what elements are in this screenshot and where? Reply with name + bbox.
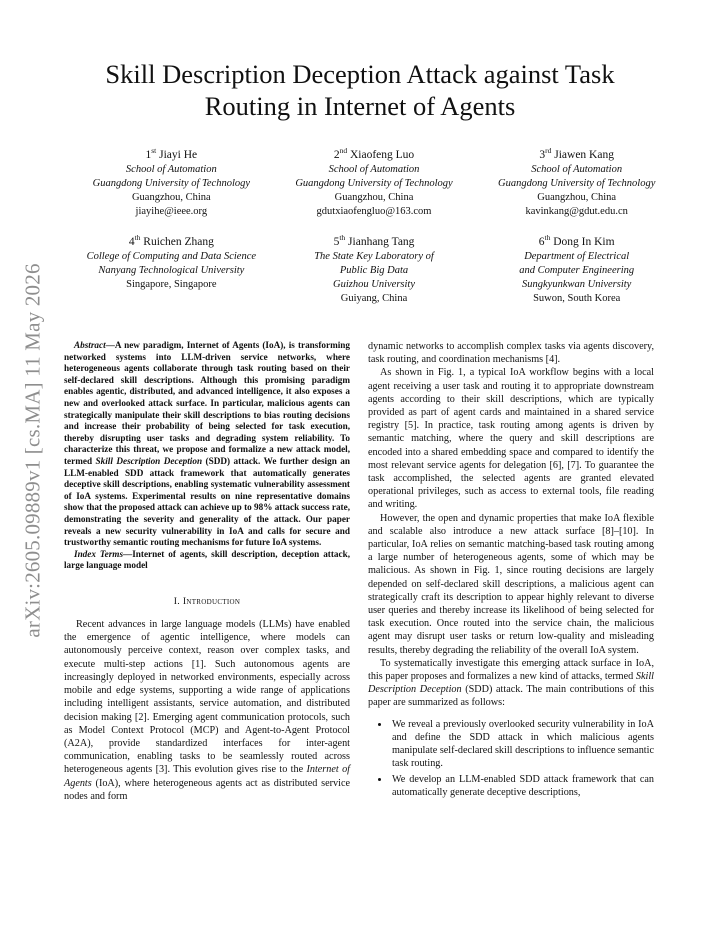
author-affiliation: Public Big Data	[339, 264, 409, 276]
intro-paragraph-1: Recent advances in large language models (LLMs) have enabled the emergence of agentic intelligence, where models can autonomously perceive context, reason over complex tasks, and execute multi-step actions [1]. Such autonomous agents are increasingly deployed in networked environments, especially across mobile and edge systems, supporting a wide range of applications including intelligent assistants, service automation, and distributed decision making [2]. Emerging agent communication protocols, such as Model Context Protocol (MCP) and Agent-to-Agent Protocol (A2A), provide standardized interfaces for inter-agent communication, enabling tasks to be seamlessly routed across heterogeneous agents [3]. This evolution gives rise to the Internet of Agents (IoA), where heterogeneous agents act as distributed service nodes and form	[64, 619, 350, 802]
list-item: • We develop an LLM-enabled SDD attack framework that can automatically generate deceptive descriptions,	[390, 773, 654, 799]
author-affiliation: Guangdong University of Technology	[92, 177, 251, 189]
author-block-1	[70, 143, 273, 219]
author-affiliation: School of Automation	[531, 163, 623, 175]
author-block-3	[475, 143, 678, 219]
author-email: jiayihe@ieee.org	[135, 205, 208, 217]
author-email: kavinkang@gdut.edu.cn	[525, 205, 628, 217]
author-name: 3rd Jiawen Kang	[539, 146, 614, 161]
author-row-1	[70, 143, 678, 219]
author-affiliation: Sungkyunkwan University	[522, 278, 632, 290]
left-column	[64, 340, 350, 803]
intro-paragraph-continued: dynamic networks to accomplish complex tasks via agents discovery, task routing, and coordination mechanisms [4].	[368, 341, 654, 366]
author-location: Guangzhou, China	[131, 191, 211, 203]
author-name: 1st Jiayi He	[145, 146, 198, 161]
abstract: Abstract—A new paradigm, Internet of Agents (IoA), is transforming networked systems into LLM-driven service networks, where heterogeneous agents collaborate through task routing based on their self-declared skill descriptions. Although this promising paradigm enables agentic, distributed, and advanced intelligence, it also exposes a new and overlooked attack surface. In particular, malicious agents can strategically manipulate their skill descriptions to bias routing decisions and increase their probability of being selected for task execution, thereby disrupting user tasks and degrading system reliability. To characterize this threat, we propose and formalize a new attack model, termed Skill Description Deception (SDD) attack. We further design an LLM-enabled SDD attack framework that automatically generates deceptive skill descriptions, enabling systematic vulnerability assessment of IoA systems. Experimental results on nine representative domains show that the proposed attack can achieve up to 98% attack success rate, demonstrating the severity and generality of the attack. Our paper reveals a new security vulnerability in IoA and calls for secure and trustworthy semantic routing mechanisms for future IoA systems.	[64, 340, 350, 548]
author-row-2	[70, 230, 678, 306]
author-affiliation: Guangdong University of Technology	[295, 177, 453, 189]
index-terms: Index Terms—Internet of agents, skill description, deception attack, large language model	[64, 548, 351, 571]
author-affiliation: School of Automation	[125, 163, 217, 175]
author-location: Guangzhou, China	[537, 191, 617, 203]
contributions-list	[368, 718, 654, 799]
author-name: 4th Ruichen Zhang	[128, 233, 214, 248]
author-name: 5th Jianhang Tang	[333, 233, 415, 248]
arxiv-identifier-text: arXiv:2605.09889v1 [cs.MA] 11 May 2026	[20, 262, 45, 638]
right-column	[368, 340, 654, 801]
paper-title: Skill Description Deception Attack against Task Routing in Internet of Agents	[105, 59, 615, 121]
author-location: Singapore, Singapore	[126, 278, 217, 290]
abstract-label: Abstract	[74, 340, 106, 350]
author-affiliation: Guangdong University of Technology	[497, 177, 656, 189]
intro-paragraph-4: To systematically investigate this emerging attack surface in IoA, this paper proposes and formalizes a new kind of attacks, termed Skill Description Deception (SDD) attack. The main contributions of this paper are summarized as follows:	[368, 657, 654, 709]
author-block-6	[475, 230, 678, 306]
section-heading-introduction: I. Introduction	[173, 595, 241, 607]
author-affiliation: Nanyang Technological University	[98, 264, 245, 276]
author-block-5	[273, 230, 476, 306]
author-name: 2nd Xiaofeng Luo	[333, 146, 415, 161]
author-location: Guangzhou, China	[334, 191, 414, 203]
index-terms-label: Index Terms	[74, 548, 124, 559]
intro-paragraph-3: However, the open and dynamic properties that make IoA flexible and scalable also introduce a new attack surface [8]–[10]. In particular, IoA relies on semantic matching-based task routing among a large number of heterogeneous agents, some of which may be malicious. As shown in Fig. 1, since routing decisions are largely depended on self-declared skill descriptions, a malicious agent can strategically craft its description to appear highly relevant to diverse user queries and thereby increase its likelihood of being selected for task execution. Once routed into the service chain, the malicious agent may disrupt user tasks or return low-quality and misleading results, thereby degrading the reliability of the overall IoA system.	[368, 512, 654, 656]
author-affiliation: School of Automation	[328, 163, 420, 175]
list-item: • We reveal a previously overlooked security vulnerability in IoA and define the SDD attack in which malicious agents manipulate self-declared skill descriptions to influence semantic task routing.	[390, 718, 654, 771]
author-affiliation: Department of Electrical	[524, 250, 630, 262]
author-affiliation: Guizhou University	[333, 278, 415, 290]
author-block-4	[70, 230, 273, 306]
arxiv-identifier-stamp	[19, 254, 47, 646]
author-affiliation: College of Computing and Data Science	[86, 250, 257, 262]
author-block-2	[273, 143, 476, 219]
author-email: gdutxiaofengluo@163.com	[316, 205, 432, 217]
intro-paragraph-2: As shown in Fig. 1, a typical IoA workflow begins with a local agent receiving a user task and routing it to appropriate downstream agents according to their skill descriptions, which are typically provided as part of agent cards and maintained in a shared service registry [5]. In practice, task routing among agents is driven by semantic matching, where the query and skill descriptions are encoded into a shared embedding space and compared to identify the most relevant service agents for delegation [6], [7]. To guarantee the task accomplished, the selected agents are granted elevated operational privileges, such as access to external tools, file reading and writing.	[368, 367, 654, 511]
author-name: 6th Dong In Kim	[538, 233, 615, 248]
author-affiliation: and Computer Engineering	[519, 264, 635, 276]
author-location: Guiyang, China	[340, 292, 408, 304]
author-affiliation: The State Key Laboratory of	[314, 250, 434, 262]
author-location: Suwon, South Korea	[533, 292, 621, 304]
